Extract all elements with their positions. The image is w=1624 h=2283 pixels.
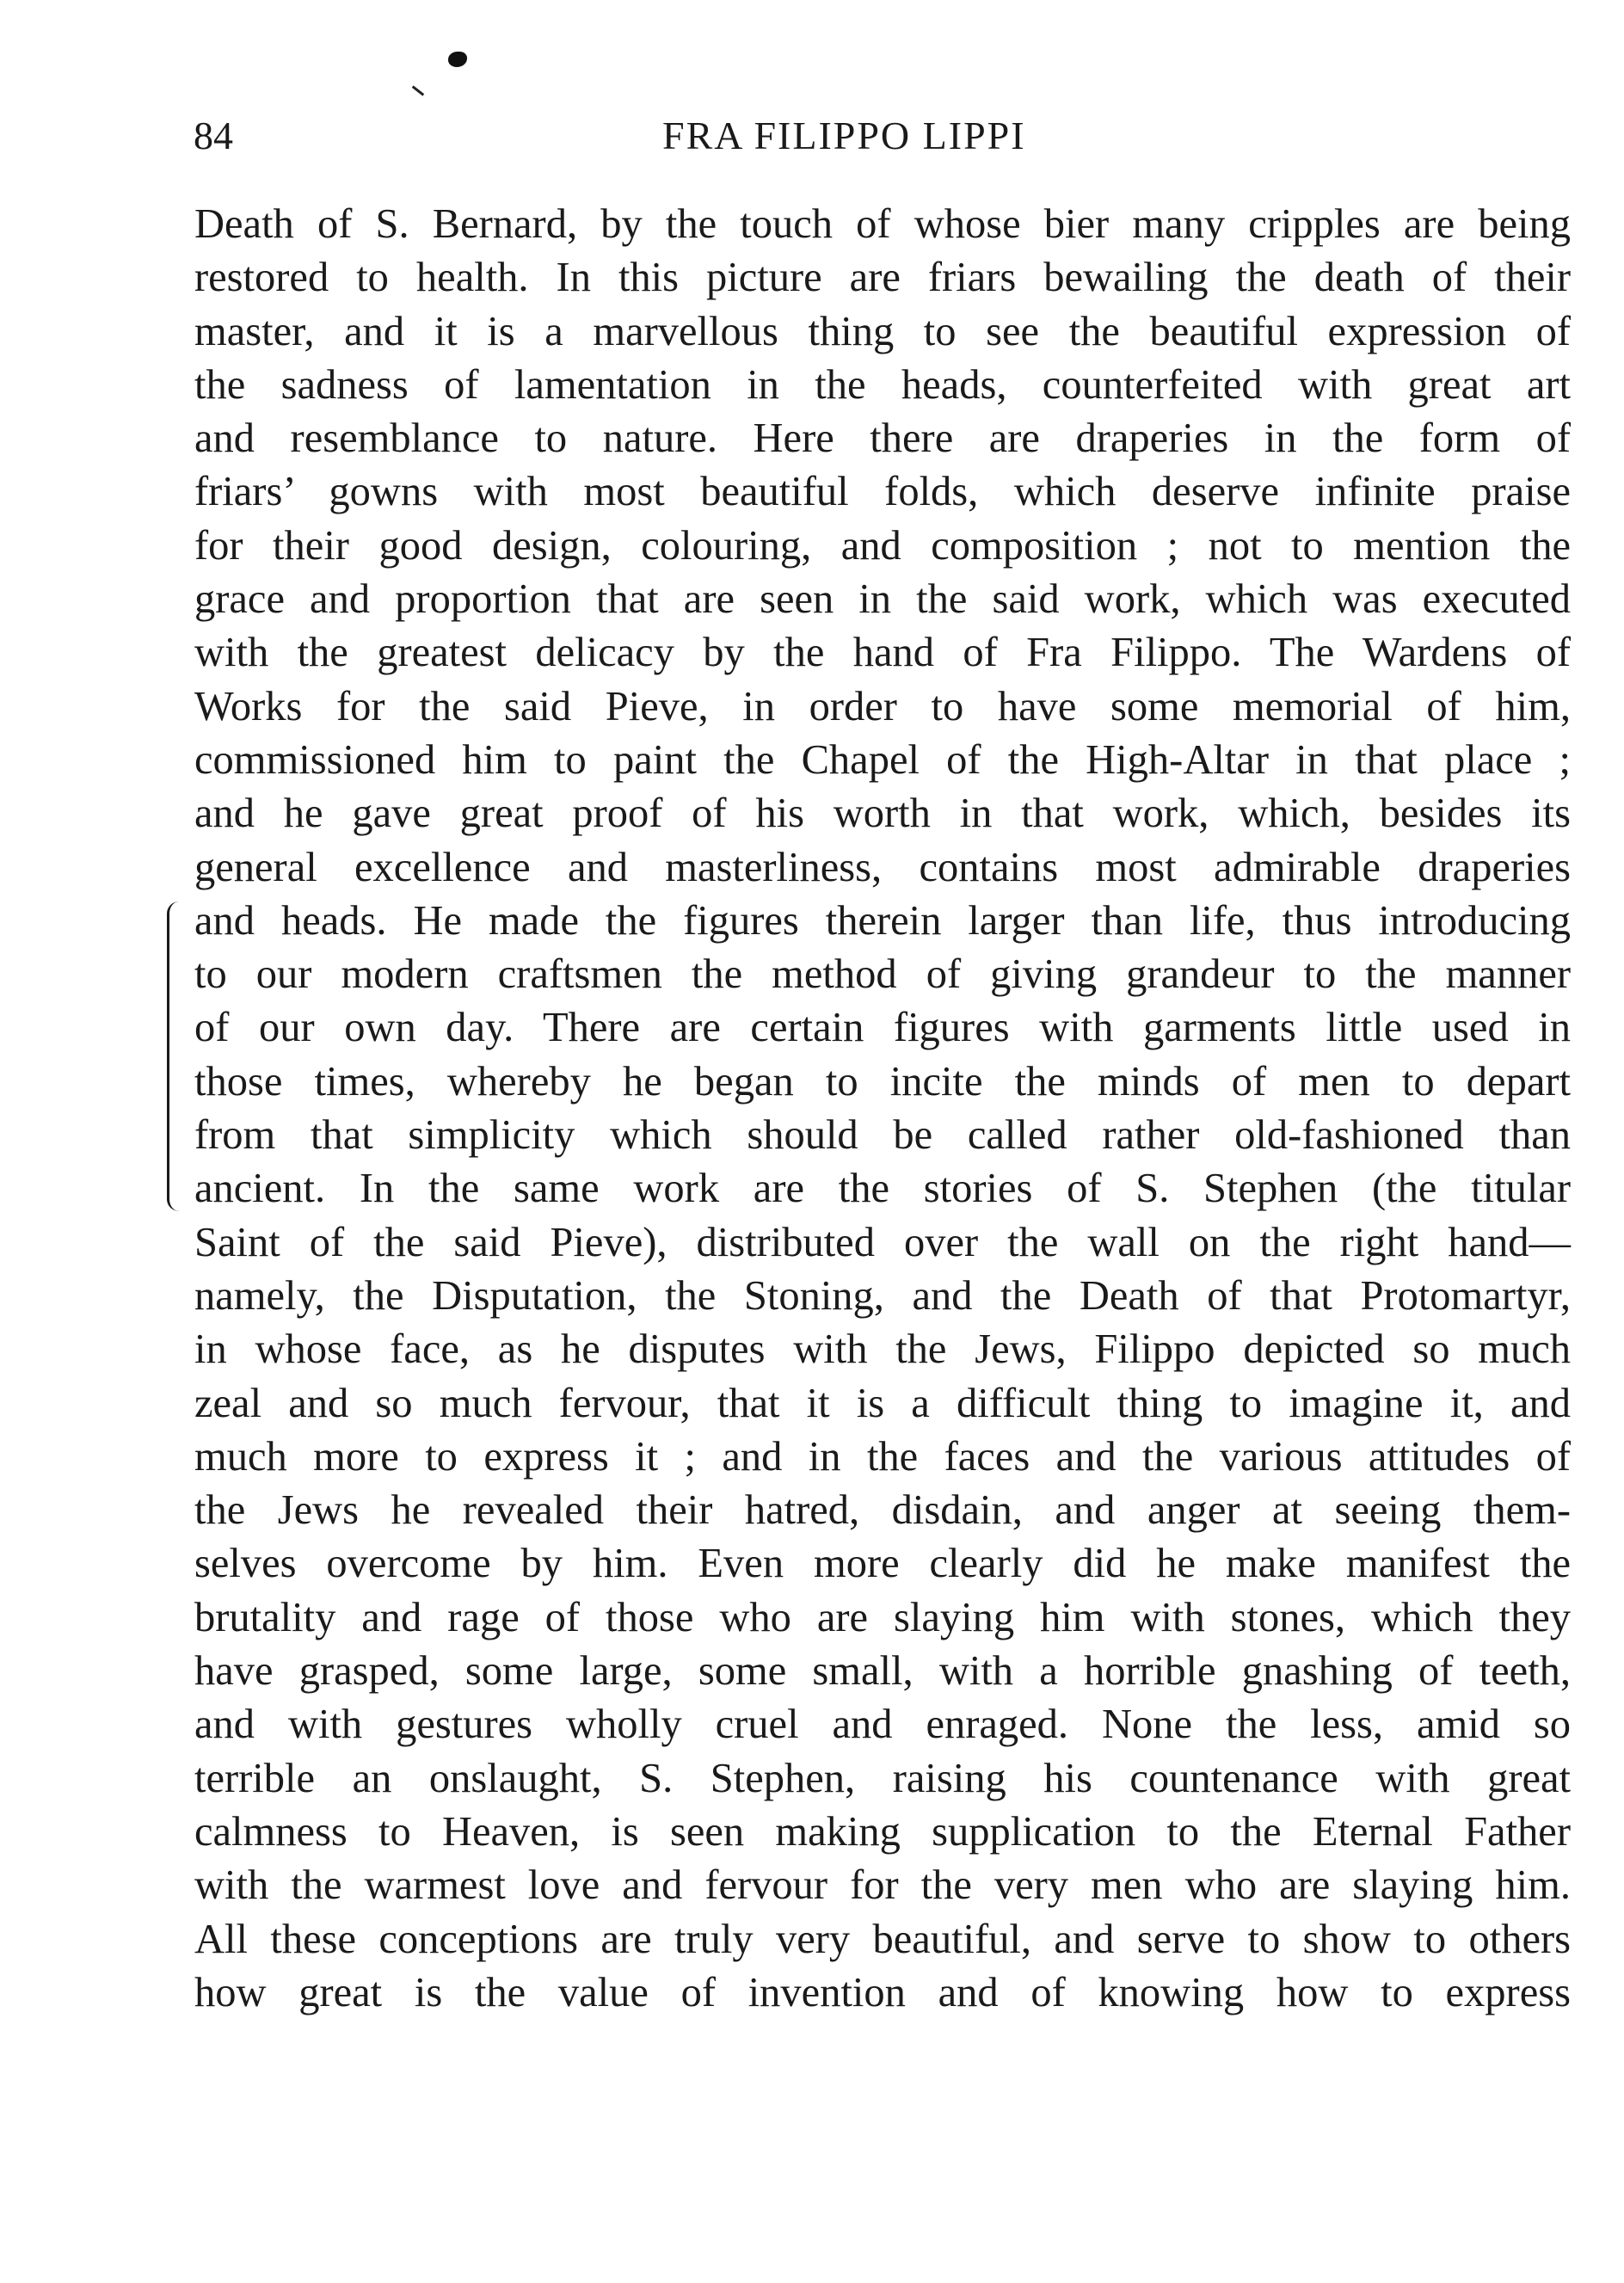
text-line: selves overcome by him. Even more clearly did he make manifest the: [194, 1541, 1571, 1587]
text-line: and he gave great proof of his worth in that work, which, besides its: [194, 791, 1571, 837]
text-line: to our modern craftsmen the method of giving grandeur to the manner: [194, 951, 1571, 998]
running-title: FRA FILIPPO LIPPI: [662, 114, 1026, 157]
text-line: and with gestures wholly cruel and enraged. None the less, amid so: [194, 1701, 1571, 1748]
text-line: have grasped, some large, some small, with a horrible gnashing of teeth,: [194, 1648, 1571, 1695]
text-line: grace and proportion that are seen in the said work, which was executed: [194, 576, 1571, 623]
text-line: master, and it is a marvellous thing to see the beautiful expression of: [194, 308, 1571, 354]
text-line: namely, the Disputation, the Stoning, and the Death of that Protomartyr,: [194, 1272, 1571, 1319]
text-line: calmness to Heaven, is seen making supplication to the Eternal Father: [194, 1808, 1571, 1855]
text-line: for their good design, colouring, and composition ; not to mention the: [194, 522, 1571, 569]
text-line: general excellence and masterliness, contains most admirable draperies: [194, 844, 1571, 890]
text-line: how great is the value of invention and of knowing how to express: [194, 1969, 1571, 2015]
text-line: terrible an onslaught, S. Stephen, raising his countenance with great: [194, 1755, 1571, 1801]
text-line: those times, whereby he began to incite the minds of men to depart: [194, 1058, 1571, 1105]
text-line: of our own day. There are certain figures with garments little used in: [194, 1005, 1571, 1051]
ink-mark: [412, 85, 424, 95]
margin-bracket-mark: [167, 902, 181, 1211]
text-line: restored to health. In this picture are friars bewailing the death of their: [194, 255, 1571, 301]
text-line: with the greatest delicacy by the hand of Fra Filippo. The Wardens of: [194, 630, 1571, 676]
text-line: from that simplicity which should be called rather old-fashioned than: [194, 1112, 1571, 1159]
text-line: Saint of the said Pieve), distributed over the wall on the right hand—: [194, 1219, 1571, 1265]
ink-speck: [448, 52, 467, 67]
text-line: and heads. He made the figures therein larger than life, thus introducing: [194, 897, 1571, 944]
text-line: brutality and rage of those who are slaying him with stones, which they: [194, 1594, 1571, 1640]
text-line: with the warmest love and fervour for the very men who are slaying him.: [194, 1862, 1571, 1909]
text-line: ancient. In the same work are the stories of S. Stephen (the titular: [194, 1166, 1571, 1212]
text-line: Death of S. Bernard, by the touch of whose bier many cripples are being: [194, 201, 1571, 247]
text-line: much more to express it ; and in the faces and the various attitudes of: [194, 1433, 1571, 1480]
page-number: 84: [194, 114, 233, 157]
body-text: [194, 198, 1571, 2020]
text-line: in whose face, as he disputes with the Jews, Filippo depicted so much: [194, 1326, 1571, 1373]
text-line: and resemblance to nature. Here there are draperies in the form of: [194, 415, 1571, 462]
text-line: All these conceptions are truly very beautiful, and serve to show to others: [194, 1916, 1571, 1962]
text-line: the sadness of lamentation in the heads, counterfeited with great art: [194, 361, 1571, 408]
text-line: Works for the said Pieve, in order to have some memorial of him,: [194, 683, 1571, 729]
text-line: zeal and so much fervour, that it is a difficult thing to imagine it, and: [194, 1380, 1571, 1426]
running-head: [194, 110, 1570, 162]
text-line: commissioned him to paint the Chapel of the High-Altar in that place ;: [194, 736, 1571, 783]
text-line: the Jews he revealed their hatred, disdain, and anger at seeing them-: [194, 1487, 1571, 1534]
text-line: friars’ gowns with most beautiful folds, which deserve infinite praise: [194, 469, 1571, 515]
